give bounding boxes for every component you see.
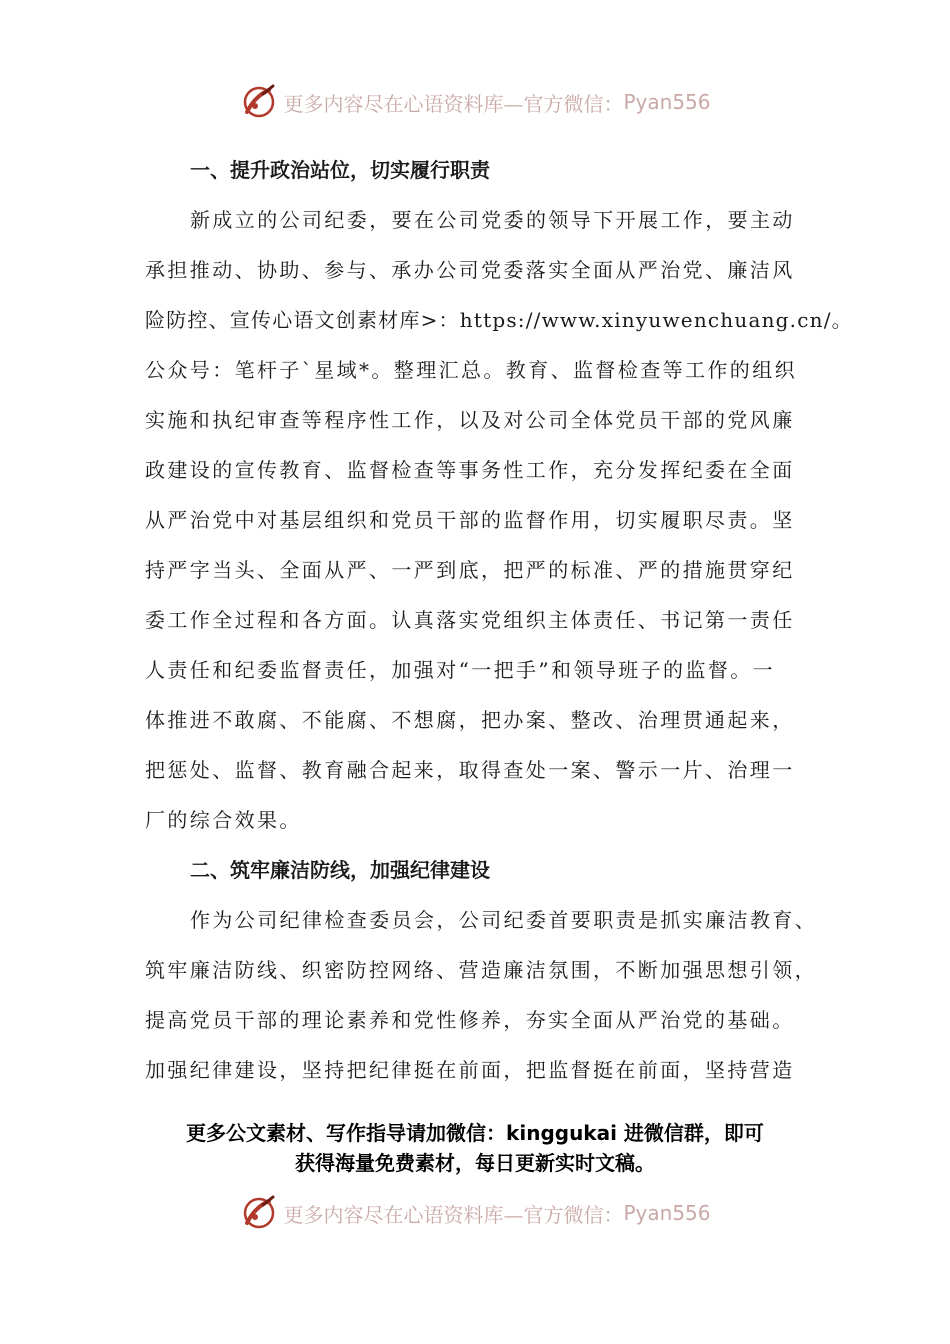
- footer-promo: [0, 1118, 950, 1178]
- banner-content: [239, 82, 710, 122]
- paragraph-line: 持严字当头、全面从严、一严到底，把严的标准、严的措施贯穿纪: [145, 558, 795, 582]
- paragraph-line: 委工作全过程和各方面。认真落实党组织主体责任、书记第一责任: [145, 608, 795, 632]
- paragraph-line: 险防控、宣传心语文创素材库>：https://www.xinyuwenchuang.cn/。: [145, 308, 853, 332]
- footer-banner: [0, 1188, 950, 1238]
- paragraph-line: 加强纪律建设，坚持把纪律挺在前面，把监督挺在前面，坚持营造: [145, 1058, 795, 1082]
- section-heading-2: 二、筑牢廉洁防线，加强纪律建设: [190, 858, 490, 882]
- paragraph-line: 作为公司纪律检查委员会，公司纪委首要职责是抓实廉洁教育、: [190, 908, 818, 932]
- banner-wechat-id: Pyan556: [623, 1201, 711, 1225]
- paragraph-line: 厂的综合效果。: [145, 808, 302, 832]
- paragraph-line: 提高党员干部的理论素养和党性修养，夯实全面从严治党的基础。: [145, 1008, 795, 1032]
- banner-text: 更多内容尽在心语资料库—官方微信：: [283, 91, 624, 116]
- paragraph-line: 实施和执纪审查等程序性工作，以及对公司全体党员干部的党风廉: [145, 408, 795, 432]
- section-paragraph-2: [145, 895, 835, 1095]
- brush-logo-icon: [239, 82, 279, 122]
- paragraph-line: 承担推动、协助、参与、承办公司党委落实全面从严治党、廉洁风: [145, 258, 795, 282]
- banner-wechat-id: Pyan556: [623, 90, 711, 114]
- paragraph-line: 政建设的宣传教育、监督检查等事务性工作，充分发挥纪委在全面: [145, 458, 795, 482]
- document-body: [145, 145, 853, 1095]
- footer-promo-line-2: 获得海量免费素材，每日更新实时文稿。: [295, 1151, 655, 1175]
- header-banner: [0, 77, 950, 127]
- paragraph-line: 公众号：笔杆子`星域*。整理汇总。教育、监督检查等工作的组织: [145, 358, 797, 382]
- section-paragraph-1: [145, 195, 853, 845]
- section-heading-1: 一、提升政治站位，切实履行职责: [190, 158, 490, 182]
- paragraph-line: 筑牢廉洁防线、织密防控网络、营造廉洁氛围，不断加强思想引领，: [145, 958, 817, 982]
- paragraph-line: 人责任和纪委监督责任，加强对“一把手”和领导班子的监督。一: [145, 658, 776, 682]
- footer-promo-line-1: 更多公文素材、写作指导请加微信：kinggukai 进微信群，即可: [186, 1121, 764, 1145]
- banner-text: 更多内容尽在心语资料库—官方微信：: [283, 1202, 624, 1227]
- paragraph-line: 把惩处、监督、教育融合起来，取得查处一案、警示一片、治理一: [145, 758, 795, 782]
- paragraph-line: 从严治党中对基层组织和党员干部的监督作用，切实履职尽责。坚: [145, 508, 795, 532]
- paragraph-line: 体推进不敢腐、不能腐、不想腐，把办案、整改、治理贯通起来，: [145, 708, 795, 732]
- banner-content: [239, 1193, 710, 1233]
- brush-logo-icon: [239, 1193, 279, 1233]
- paragraph-line: 新成立的公司纪委，要在公司党委的领导下开展工作，要主动: [190, 208, 795, 232]
